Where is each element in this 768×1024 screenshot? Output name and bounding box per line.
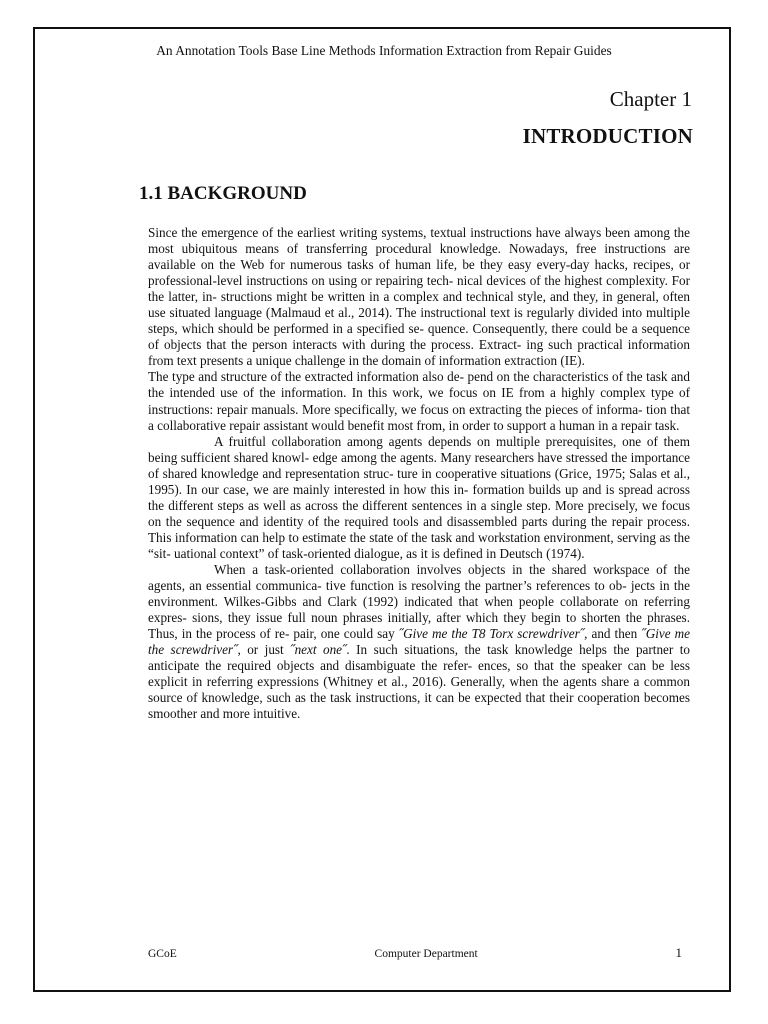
paragraph-4 [148, 562, 690, 722]
quote-next-one: ˝next one˝ [290, 642, 347, 658]
footer-department: Computer Department [374, 948, 478, 960]
page-number: 1 [675, 945, 682, 960]
chapter-title: INTRODUCTION [522, 124, 693, 148]
footer-institution: GCoE [148, 948, 177, 960]
quote-short-name: ˝Give me the screwdriver˝ [148, 626, 690, 658]
section-heading: 1.1 BACKGROUND [139, 183, 307, 204]
running-header: An Annotation Tools Base Line Methods Information Extraction from Repair Guides [156, 43, 612, 58]
paragraph-4-text-b: , and then [584, 626, 642, 642]
chapter-number: Chapter 1 [609, 87, 692, 111]
paragraph-2: The type and structure of the extracted information also de- pend on the characteristics of the task and the intended use of the information. In this work, we focus on IE from a highly complex type of instructions: repair manuals. More specifically, we focus on extracting the pieces of informa- tion that a collaborative repair assistant would benefit most from, in order to support a human in a repair task. [148, 369, 690, 433]
paragraph-4-text-c: , or just [237, 642, 291, 658]
paragraph-3: A fruitful collaboration among agents depends on multiple prerequisites, one of them being sufficient shared knowl- edge among the agents. Many researchers have stressed the importance of shared knowledge and representation struc- ture in cooperative situations (Grice, 1975; Salas et al., 1995). In our case, we are mainly interested in how this in- formation builds up and is spread across the different steps as well as across the different sentences in a single step. More precisely, we focus on the sequence and identity of the required tools and disassembled parts during the repair process. This information can help to estimate the state of the task and workstation environment, serving as the “sit- uational context” of task-oriented dialogue, as it is defined in Deutsch (1974). [148, 433, 690, 561]
page-footer [148, 945, 682, 961]
paragraph-1: Since the emergence of the earliest writing systems, textual instructions have always been among the most ubiquitous means of transferring procedural knowledge. Nowadays, free instructions are available on the Web for numerous tasks of human life, be they easy every-day hacks, recipes, or professional-level instructions on using or repairing tech- nical devices of the highest complexity. For the latter, in- structions might be written in a complex and technical style, and they, in general, often use situated language (Malmaud et al., 2014). The instructional text is regularly divided into multiple steps, which should be performed in a specified se- quence. Consequently, there could be a sequence of objects that the person interacts with during the process. Extract- ing such practical information from text presents a unique challenge in the domain of information extraction (IE). [148, 225, 690, 369]
quote-full-name: ˝Give me the T8 Torx screwdriver˝ [398, 626, 585, 642]
body-text [148, 225, 690, 722]
paragraph-4-text-a: When a task-oriented collaboration involves objects in the shared workspace of the agents, an essential communica- tive function is resolving the partner’s references to ob- jects in the environment. Wilkes-Gibbs and Clark (1992) indicated that when people collaborate on referring expres- sions, they issue full noun phrases initially, after which they begin to shorten the phrases. Thus, in the process of re- pair, one could say [148, 561, 690, 642]
paragraph-4-text-d: . In such situations, the task knowledge helps the partner to anticipate the required objects and disambiguate the refer- ences, so that the speaker can be less explicit in referring expressions (Whitney et al., 2016). Generally, when the agents share a common source of knowledge, such as the task instructions, it can be expected that their cooperation becomes smoother and more intuitive. [148, 642, 691, 722]
